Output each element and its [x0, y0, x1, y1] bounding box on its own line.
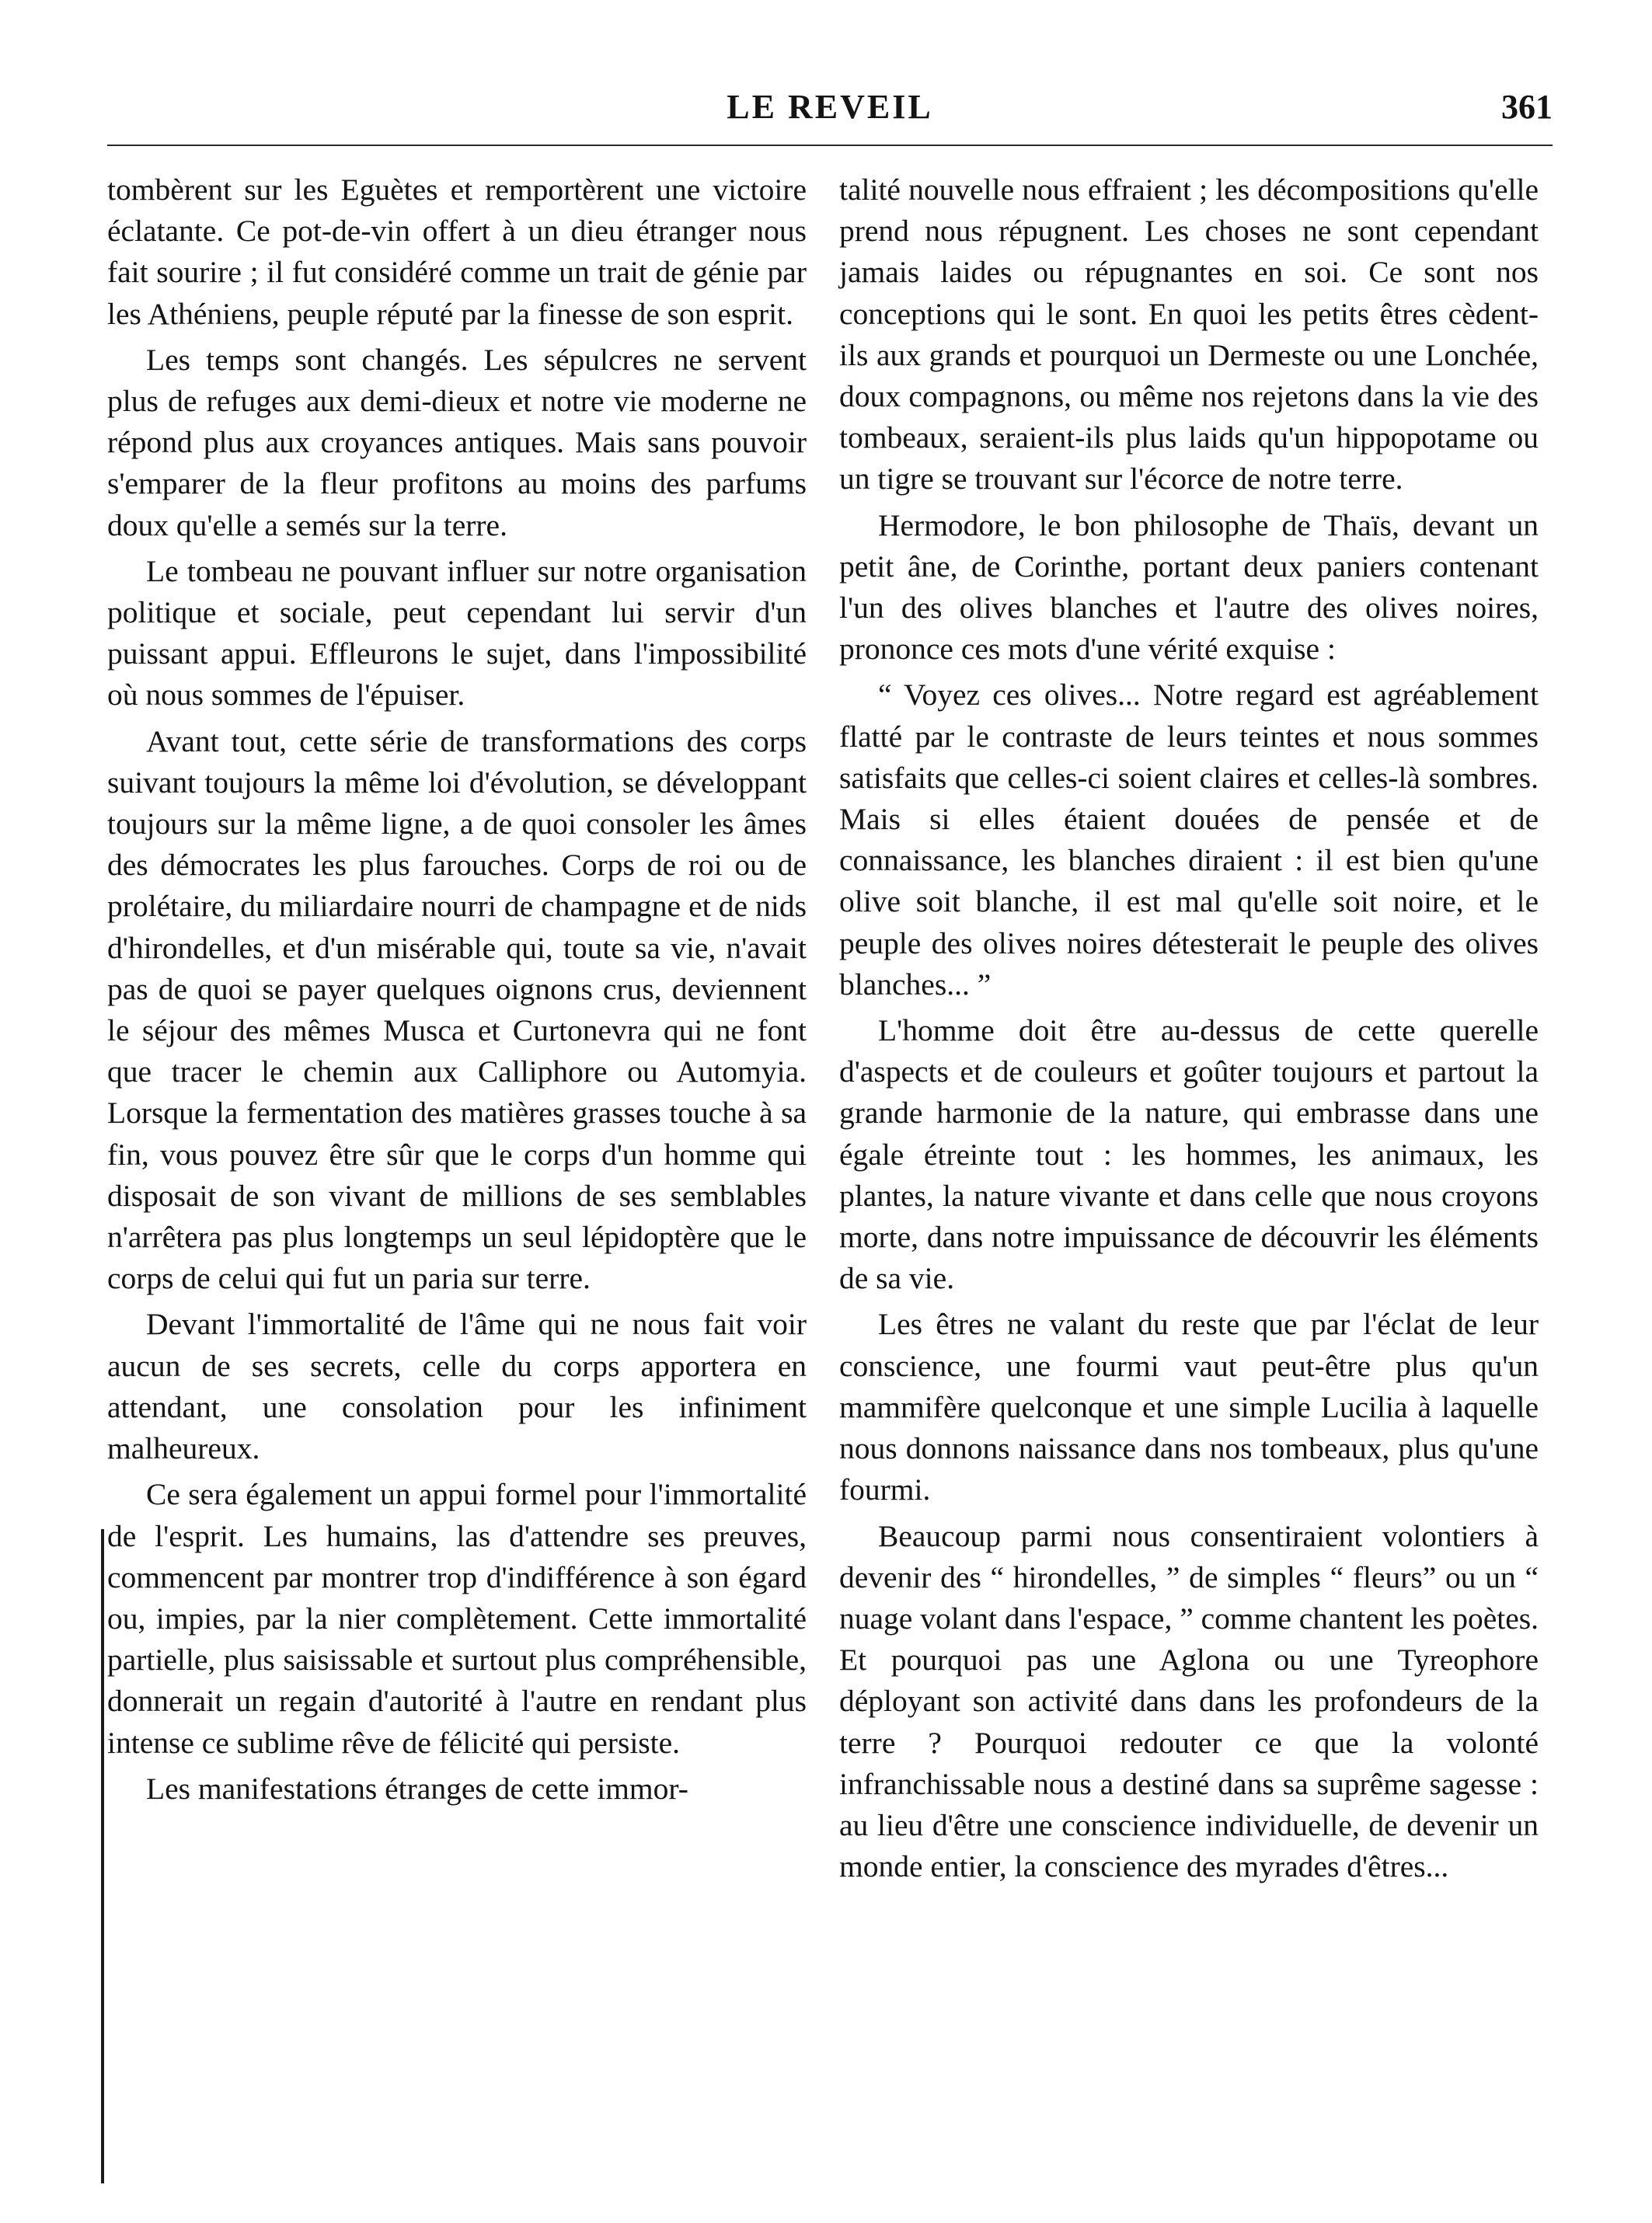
paragraph: Devant l'immortalité de l'âme qui ne nous fait voir aucun de ses secrets, celle du corps apportera en attendant, une consolation pour les infiniment malheureux. [107, 1307, 807, 1466]
paragraph: Les manifestations étranges de cette immor- [146, 1771, 688, 1806]
header-rule [107, 145, 1553, 146]
page-header [107, 81, 1553, 135]
quotation-paragraph: “ Voyez ces olives... Notre regard est agréablement flatté par le contraste de leurs teintes et nous sommes satisfaits que celles-ci soient claires et celles-là sombres. Mais si elles étaient douées de pensée et de connaissance, les blanches diraient : il est bien qu'une olive soit blanche, il est mal qu'elle soit noire, et le peuple des olives noires détesterait le peuple des olives blanches... ” [839, 678, 1539, 1002]
paragraph: Ce sera également un appui formel pour l'immortalité de l'esprit. Les humains, las d'attendre ses preuves, commencent par montrer trop d'indifférence à son égard ou, impies, par la nier complètement. Cette immortalité partielle, plus saisissable et surtout plus compréhensible, donnerait un regain d'autorité à l'autre en rendant plus intense ce sublime rêve de félicité qui persiste. [107, 1477, 807, 1760]
page-number: 361 [1501, 88, 1553, 126]
paragraph: Le tombeau ne pouvant influer sur notre organisation politique et sociale, peut cependant lui servir d'un puissant appui. Effleurons le sujet, dans l'impossibilité où nous sommes de l'épuiser. [107, 553, 807, 713]
margin-rule [101, 1529, 104, 2183]
paragraph: Les temps sont changés. Les sépulcres ne servent plus de refuges aux demi-dieux et notre vie moderne ne répond plus aux croyances antiques. Mais sans pouvoir s'emparer de la fleur profitons au moins des parfums doux qu'elle a semés sur la terre. [107, 342, 807, 542]
paragraph: Beaucoup parmi nous consentiraient volontiers à devenir des “ hirondelles, ” de simples “ fleurs” ou un “ nuage volant dans l'espace, ” comme chantent les poètes. Et pourquoi pas une Aglona ou une Tyreophore déployant son activité dans dans les profondeurs de la terre ? Pourquoi redouter ce que la volonté infranchissable nous a destiné dans sa suprême sagesse : au lieu d'être une conscience individuelle, de devenir un monde entier, la conscience des myrades d'êtres... [839, 1518, 1539, 1884]
paragraph: tombèrent sur les Eguètes et remportèrent une victoire éclatante. Ce pot-de-vin offert à un dieu étranger nous fait sourire ; il fut considéré comme un trait de génie par les Athéniens, peuple réputé par la finesse de son esprit. [107, 172, 807, 331]
paragraph: L'homme doit être au-dessus de cette querelle d'aspects et de couleurs et goûter toujours et partout la grande harmonie de la nature, qui embrasse dans une égale étreinte tout : les hommes, les animaux, les plantes, la nature vivante et dans celle que nous croyons morte, dans notre impuissance de découvrir les éléments de sa vie. [839, 1013, 1539, 1296]
paragraph: Avant tout, cette série de transformations des corps suivant toujours la même loi d'évolution, se développant toujours sur la même ligne, a de quoi consoler les âmes des démocrates les plus farouches. Corps de roi ou de prolétaire, du miliardaire nourri de champagne et de nids d'hirondelles, et d'un misérable qui, toute sa vie, n'avait pas de quoi se payer quelques oignons crus, deviennent le séjour des mêmes Musca et Curtonevra qui ne font que tracer le chemin aux Calliphore ou Automyia. Lorsque la fermentation des matières grasses touche à sa fin, vous pouvez être sûr que le corps d'un homme qui disposait de son vivant de millions de ses semblables n'arrêtera pas plus longtemps un seul lépidoptère que le corps de celui qui fut un paria sur terre. [107, 723, 807, 1296]
paragraph: talité nouvelle nous effraient ; les décompositions qu'elle prend nous répugnent. Les choses ne sont cependant jamais laides ou répugnantes en soi. Ce sont nos conceptions qui le sont. En quoi les petits êtres cèdent-ils aux grands et pourquoi un Dermeste ou une Lonchée, doux compagnons, ou même nos rejetons dans la vie des tombeaux, seraient-ils plus laids qu'un hippopotame ou un tigre se trouvant sur l'écorce de notre terre. [839, 172, 1539, 497]
running-title: LE REVEIL [727, 88, 933, 126]
right-column [839, 169, 1539, 1892]
left-column [107, 169, 807, 1814]
paragraph: Hermodore, le bon philosophe de Thaïs, devant un petit âne, de Corinthe, portant deux paniers contenant l'un des olives blanches et l'autre des olives noires, prononce ces mots d'une vérité exquise : [839, 507, 1539, 667]
paragraph: Les êtres ne valant du reste que par l'éclat de leur conscience, une fourmi vaut peut-être plus qu'un mammifère quelconque et une simple Lucilia à laquelle nous donnons naissance dans nos tombeaux, plus qu'une fourmi. [839, 1307, 1539, 1507]
